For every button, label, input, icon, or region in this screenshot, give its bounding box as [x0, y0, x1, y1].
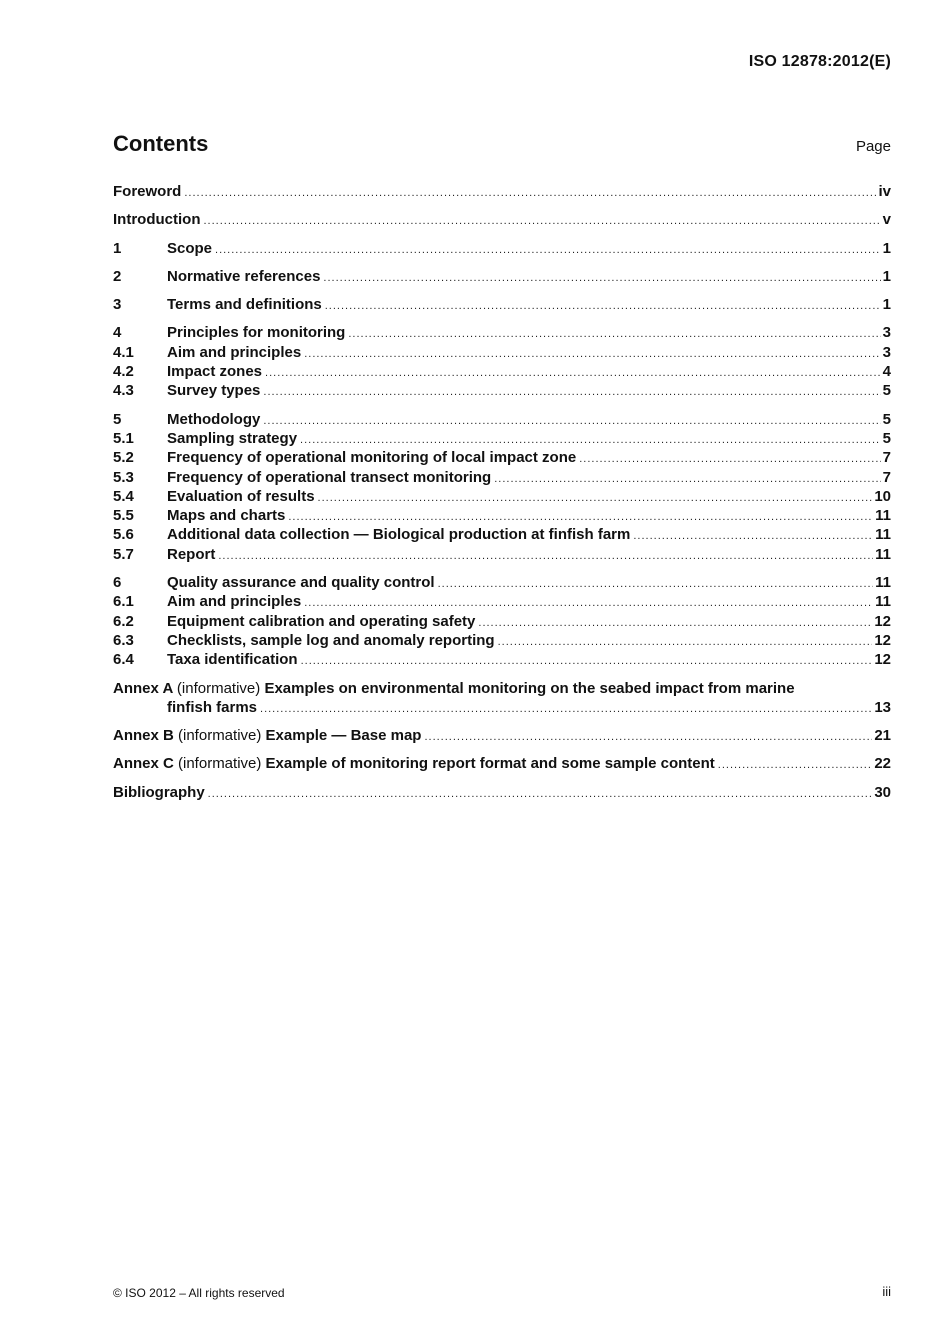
toc-page: 21 — [874, 727, 891, 745]
toc-title: Evaluation of results — [167, 487, 315, 505]
dot-leader — [438, 575, 874, 594]
dot-leader — [498, 633, 873, 652]
toc-page: 12 — [874, 631, 891, 649]
toc-entry-annex-a[interactable] — [113, 679, 891, 698]
toc-page: 22 — [874, 755, 891, 773]
toc-number: 5.5 — [113, 507, 134, 525]
footer-page-number: iii — [882, 1284, 891, 1299]
toc-page: 11 — [875, 545, 891, 563]
toc-entry-4-3[interactable] — [113, 381, 891, 400]
toc-entry-6-4[interactable] — [113, 650, 891, 669]
toc-entry-5-3[interactable] — [113, 468, 891, 487]
dot-leader — [263, 383, 880, 402]
dot-leader — [348, 325, 880, 344]
toc-title: Methodology — [167, 410, 261, 428]
toc-entry-4-2[interactable] — [113, 362, 891, 381]
toc-page: 12 — [874, 612, 891, 630]
toc-title: Report — [167, 545, 216, 563]
toc-title: Aim and principles — [167, 343, 302, 361]
dot-leader — [301, 652, 873, 671]
toc-title: Taxa identification — [167, 651, 298, 669]
toc-page: v — [882, 211, 891, 229]
dot-leader — [318, 489, 873, 508]
dot-leader — [184, 184, 876, 203]
toc-entry-5-2[interactable] — [113, 448, 891, 467]
toc-entry-6-2[interactable] — [113, 612, 891, 631]
toc-title: Maps and charts — [167, 507, 286, 525]
dot-leader — [218, 547, 873, 566]
toc-entry-annex-c[interactable] — [113, 754, 891, 773]
toc-entry-3[interactable] — [113, 295, 891, 314]
toc-page: iv — [878, 183, 891, 200]
dot-leader — [260, 700, 872, 719]
toc-title: Bibliography — [113, 783, 205, 801]
toc-entry-annex-b[interactable] — [113, 726, 891, 745]
toc-title: Frequency of operational transect monitoring — [167, 468, 492, 486]
toc-title: Equipment calibration and operating safety — [167, 612, 476, 630]
annex-informative: (informative) — [178, 755, 262, 773]
table-of-contents — [113, 180, 891, 802]
toc-entry-5-4[interactable] — [113, 487, 891, 506]
toc-entry-6[interactable] — [113, 573, 891, 592]
toc-entry-foreword[interactable] — [113, 182, 891, 201]
dot-leader — [494, 470, 880, 489]
dot-leader — [478, 614, 872, 633]
toc-entry-5-6[interactable] — [113, 525, 891, 544]
toc-number: 3 — [113, 296, 122, 314]
toc-number: 6.3 — [113, 631, 134, 649]
toc-page: 11 — [875, 593, 891, 611]
dot-leader — [323, 269, 880, 288]
toc-title: Aim and principles — [167, 593, 302, 611]
toc-page: 3 — [882, 343, 891, 361]
dot-leader — [263, 412, 880, 431]
footer-copyright: © ISO 2012 – All rights reserved — [113, 1286, 285, 1300]
toc-title: Frequency of operational monitoring of local impact zone — [167, 449, 577, 467]
dot-leader — [325, 297, 881, 316]
toc-number: 4.2 — [113, 363, 134, 381]
toc-entry-bibliography[interactable] — [113, 783, 891, 802]
dot-leader — [718, 756, 873, 775]
toc-page: 5 — [882, 410, 891, 428]
toc-title: Quality assurance and quality control — [167, 574, 435, 592]
dot-leader — [208, 785, 873, 804]
toc-page: 4 — [882, 363, 891, 381]
toc-page: 1 — [882, 239, 891, 257]
toc-title: Sampling strategy — [167, 429, 298, 447]
toc-number: 5.6 — [113, 526, 134, 544]
dot-leader — [579, 450, 880, 469]
dot-leader — [215, 241, 881, 260]
dot-leader — [203, 212, 880, 231]
toc-page: 11 — [875, 507, 891, 525]
toc-title: Survey types — [167, 382, 261, 400]
dot-leader — [633, 527, 873, 546]
toc-page: 1 — [882, 267, 891, 285]
toc-number: 1 — [113, 239, 122, 257]
toc-title: Foreword — [113, 183, 182, 200]
annex-label: Annex B — [113, 727, 174, 745]
toc-number: 6.2 — [113, 612, 134, 630]
toc-page: 11 — [875, 574, 891, 592]
toc-number: 4.1 — [113, 343, 134, 361]
annex-title: Example of monitoring report format and some sample content — [265, 755, 715, 773]
toc-page: 30 — [874, 783, 891, 801]
toc-number: 5 — [113, 410, 122, 428]
annex-title-continuation: finfish farms — [167, 698, 258, 716]
toc-number: 2 — [113, 267, 122, 285]
toc-entry-annex-a-continuation[interactable] — [113, 698, 891, 717]
toc-entry-4[interactable] — [113, 323, 891, 342]
toc-title: Additional data collection — Biological production at finfish farm — [167, 526, 631, 544]
toc-page: 13 — [874, 698, 891, 716]
dot-leader — [424, 728, 872, 747]
toc-entry-5-5[interactable] — [113, 506, 891, 525]
toc-title: Introduction — [113, 211, 201, 229]
toc-entry-1[interactable] — [113, 239, 891, 258]
toc-page: 1 — [882, 296, 891, 314]
toc-number: 6.1 — [113, 593, 134, 611]
toc-page: 10 — [874, 487, 891, 505]
toc-title: Scope — [167, 239, 213, 257]
toc-number: 5.4 — [113, 487, 134, 505]
toc-title: Principles for monitoring — [167, 324, 346, 342]
toc-entry-5-1[interactable] — [113, 429, 891, 448]
toc-entry-6-3[interactable] — [113, 631, 891, 650]
toc-page: 11 — [875, 526, 891, 544]
toc-title: Checklists, sample log and anomaly reporting — [167, 631, 495, 649]
toc-entry-5[interactable] — [113, 410, 891, 429]
annex-label: Annex C — [113, 755, 174, 773]
toc-page: 3 — [882, 324, 891, 342]
annex-informative: (informative) — [178, 727, 262, 745]
annex-informative: (informative) — [176, 679, 261, 697]
toc-page: 5 — [882, 429, 891, 447]
toc-page: 5 — [882, 382, 891, 400]
annex-title: Examples on environmental monitoring on the seabed impact from marine — [264, 679, 795, 697]
toc-number: 5.1 — [113, 429, 134, 447]
toc-entry-6-1[interactable] — [113, 592, 891, 611]
toc-title: Impact zones — [167, 363, 263, 381]
toc-page: 12 — [874, 651, 891, 669]
page-column-label: Page — [855, 138, 891, 155]
document-id: ISO 12878:2012(E) — [748, 53, 891, 70]
toc-number: 5.3 — [113, 468, 134, 486]
dot-leader — [265, 364, 881, 383]
dot-leader — [304, 345, 880, 364]
toc-entry-introduction[interactable] — [113, 210, 891, 229]
toc-number: 4.3 — [113, 382, 134, 400]
toc-page: 7 — [882, 449, 891, 467]
toc-title: Terms and definitions — [167, 296, 322, 314]
toc-number: 5.7 — [113, 545, 134, 563]
toc-page: 7 — [882, 468, 891, 486]
toc-entry-2[interactable] — [113, 267, 891, 286]
toc-entry-4-1[interactable] — [113, 343, 891, 362]
toc-number: 4 — [113, 324, 122, 342]
annex-label: Annex A — [113, 679, 173, 697]
page-title: Contents — [113, 131, 209, 156]
annex-title: Example — Base map — [265, 727, 422, 745]
toc-number: 6.4 — [113, 651, 134, 669]
toc-entry-5-7[interactable] — [113, 545, 891, 564]
toc-number: 6 — [113, 574, 122, 592]
toc-number: 5.2 — [113, 449, 134, 467]
toc-title: Normative references — [167, 267, 321, 285]
